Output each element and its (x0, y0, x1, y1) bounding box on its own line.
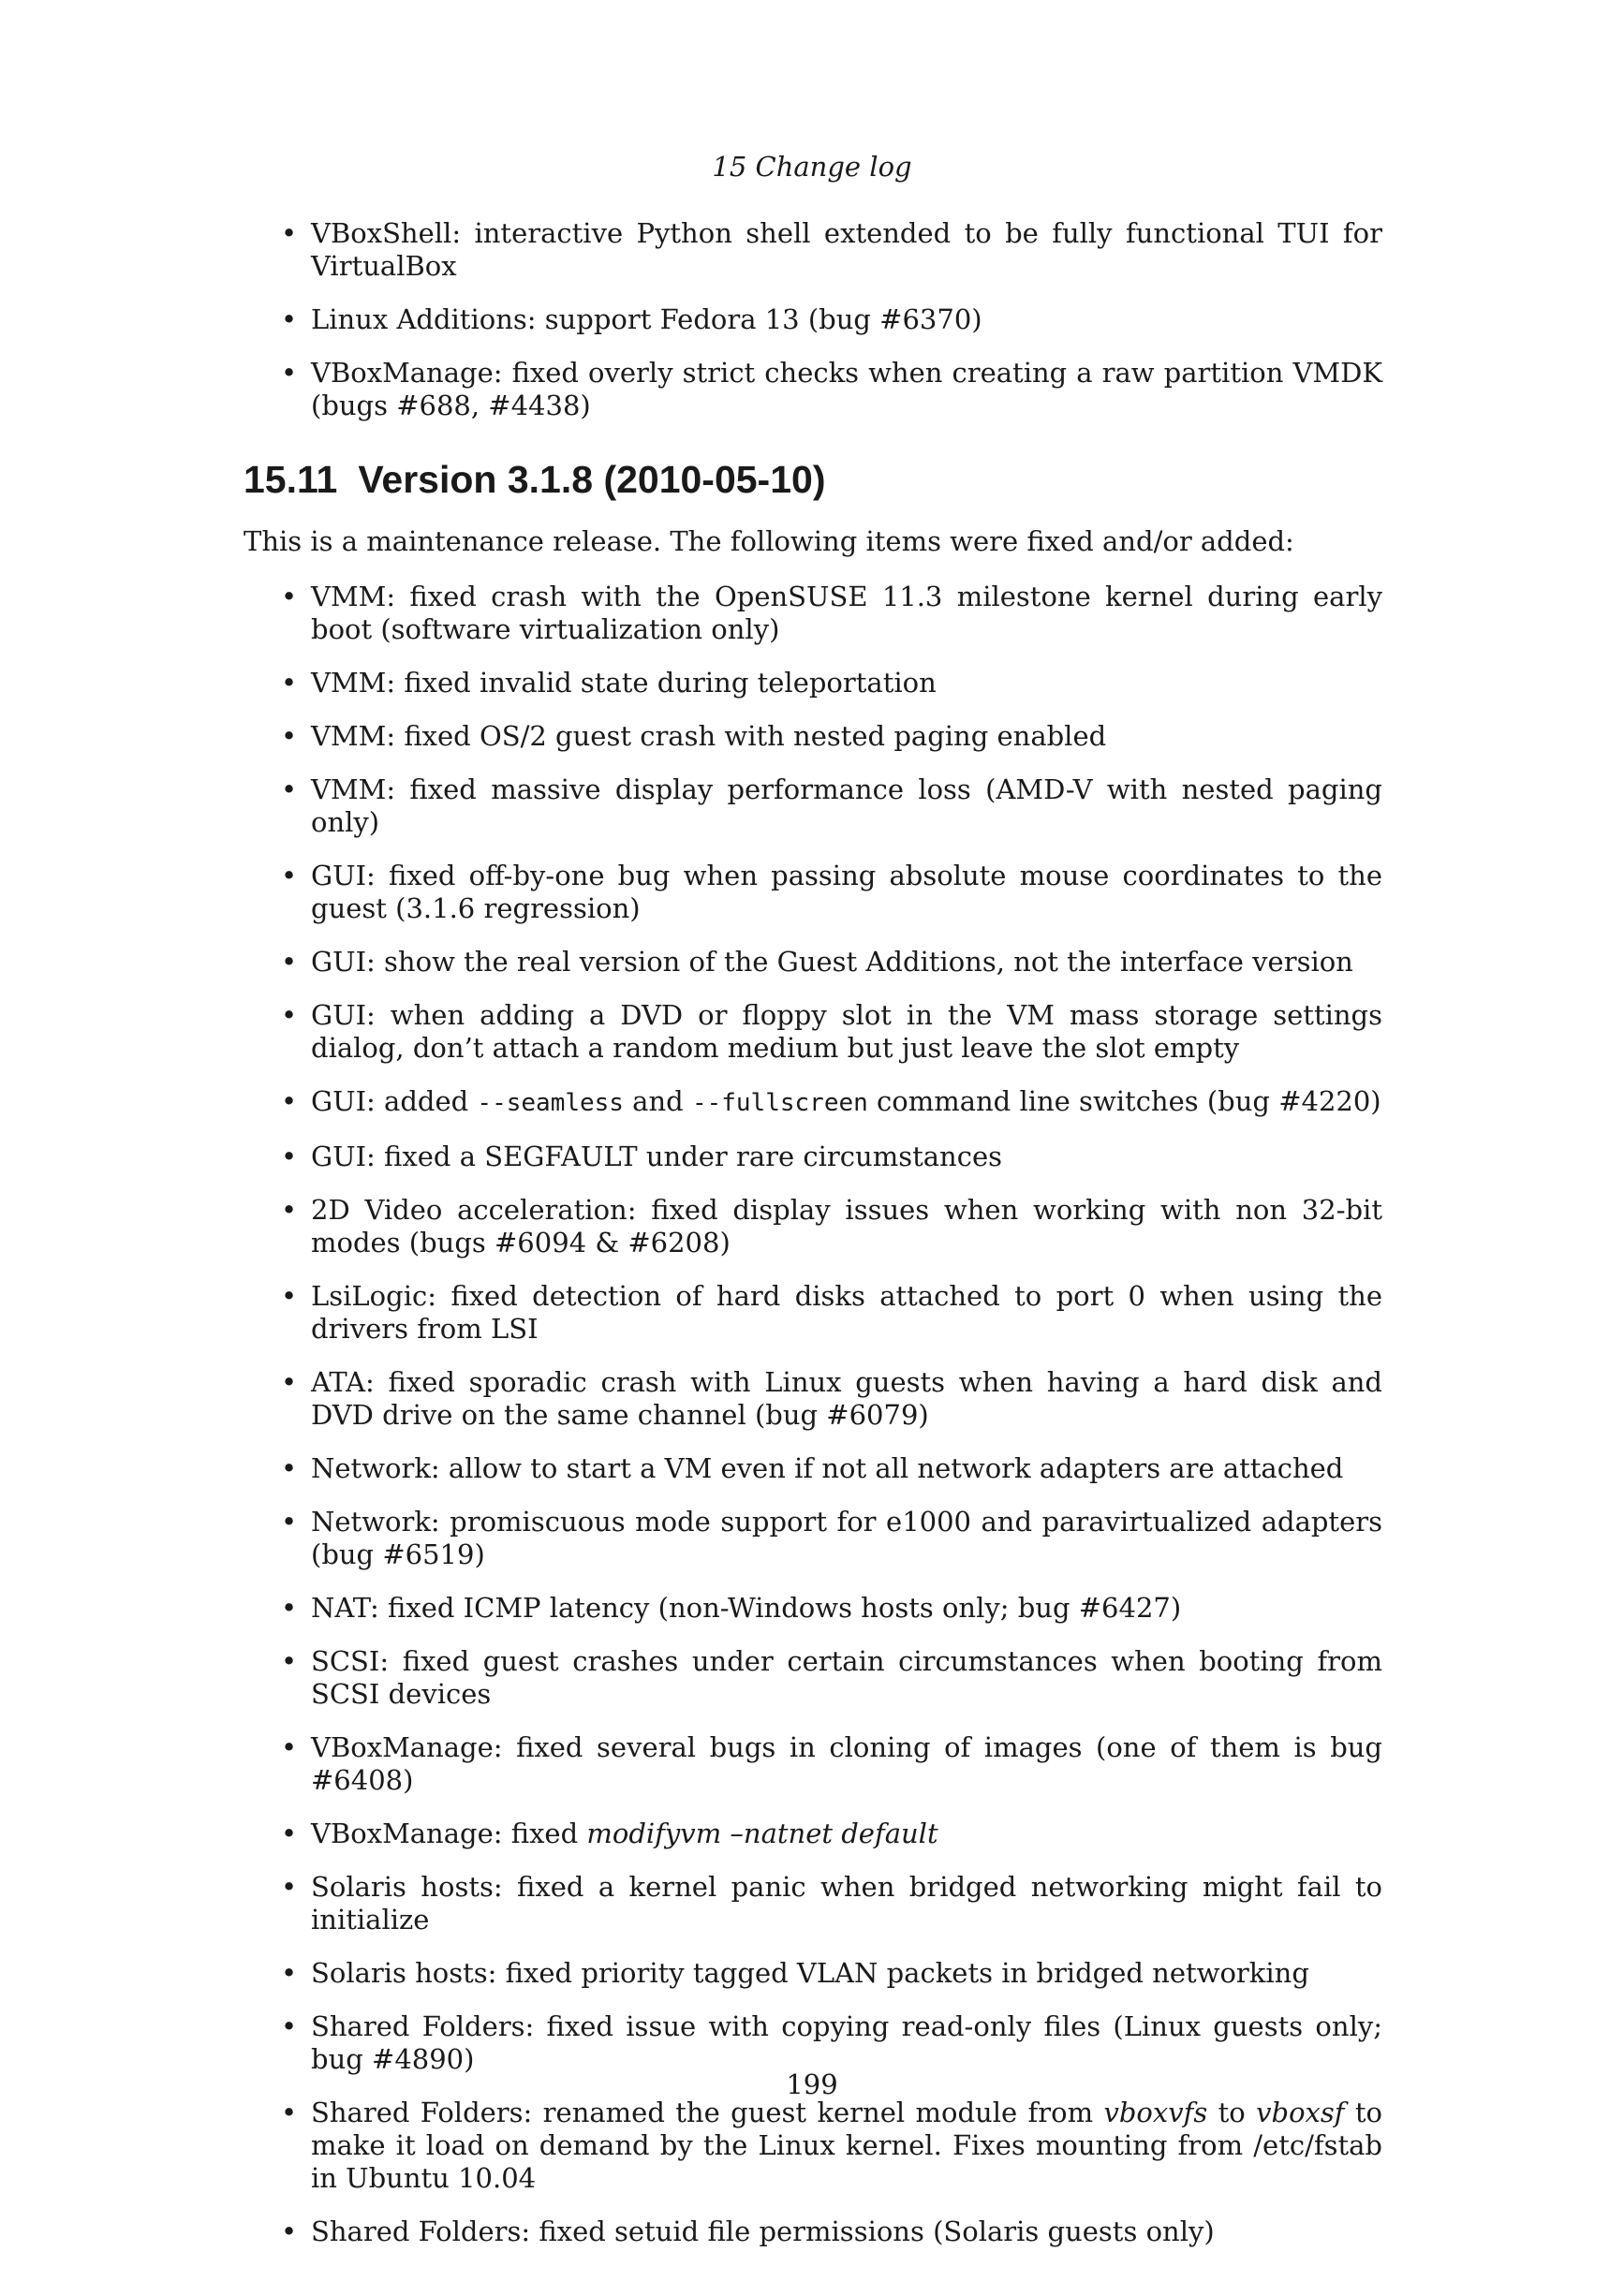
bullet-icon: • (281, 946, 298, 978)
natnet-command: modifyvm –natnet default (586, 1818, 938, 1849)
list-item: • VMM: fixed invalid state during teleportation (281, 667, 937, 699)
bullet-icon: • (281, 1871, 298, 1903)
list-item: • VMM: fixed massive display performance loss (AMD-V with nested paging only) (281, 773, 1382, 838)
list-item: • GUI: added --seamless and --fullscreen command line switches (bug #4220) (281, 1085, 1381, 1117)
bullet-icon: • (281, 2097, 298, 2128)
list-item: • LsiLogic: fixed detection of hard disks attached to port 0 when using the drivers from LSI (281, 1280, 1382, 1345)
list-item: • NAT: fixed ICMP latency (non-Windows hosts only; bug #6427) (281, 1592, 1182, 1624)
bullet-icon: • (281, 1194, 298, 1226)
bullet-icon: • (281, 999, 298, 1031)
bullet-icon: • (281, 581, 298, 612)
seamless-switch: --seamless (477, 1089, 624, 1117)
bullet-icon: • (281, 1452, 298, 1484)
list-item: • VMM: fixed crash with the OpenSUSE 11.3 milestone kernel during early boot (software virtualization only) (281, 581, 1382, 645)
bullet-icon: • (281, 773, 298, 805)
list-item: • VMM: fixed OS/2 guest crash with nested paging enabled (281, 720, 1107, 752)
bullet-icon: • (281, 1731, 298, 1763)
previous-section-list (244, 217, 1382, 422)
change-list (244, 581, 1382, 2248)
bullet-icon: • (281, 1366, 298, 1398)
bullet-icon: • (281, 720, 298, 752)
bullet-icon: • (281, 1085, 298, 1117)
bullet-icon: • (281, 1506, 298, 1538)
fullscreen-switch: --fullscreen (691, 1089, 868, 1117)
list-item: • GUI: fixed a SEGFAULT under rare circumstances (281, 1141, 1002, 1172)
section-heading (244, 456, 1382, 503)
page-number: 199 (786, 2068, 838, 2100)
bullet-icon: • (281, 1645, 298, 1677)
list-item: • VBoxShell: interactive Python shell extended to be fully functional TUI for VirtualBox (281, 217, 1382, 282)
list-item: • GUI: show the real version of the Guest Additions, not the interface version (281, 946, 1353, 978)
list-item: • GUI: fixed off-by-one bug when passing absolute mouse coordinates to the guest (3.1.6 regression) (281, 860, 1382, 924)
list-item: • Solaris hosts: fixed priority tagged VLAN packets in bridged networking (281, 1957, 1309, 1989)
page-content (244, 217, 1382, 2269)
bullet-icon: • (281, 2010, 298, 2042)
section-title: Version 3.1.8 (2010-05-10) (358, 458, 826, 501)
list-item: • Network: allow to start a VM even if not all network adapters are attached (281, 1452, 1344, 1484)
list-item: • Shared Folders: renamed the guest kernel module from vboxvfs to vboxsf to make it load on demand by the Linux kernel. Fixes mounting from /etc/fstab in Ubuntu 10.04 (281, 2097, 1383, 2194)
list-item: • VBoxManage: fixed overly strict checks when creating a raw partition VMDK (bugs #688, #4438) (281, 357, 1382, 421)
bullet-icon: • (281, 1592, 298, 1624)
list-item: • VBoxManage: fixed several bugs in cloning of images (one of them is bug #6408) (281, 1731, 1382, 1796)
list-item: • VBoxManage: fixed modifyvm –natnet default (281, 1818, 938, 1849)
bullet-icon: • (281, 1280, 298, 1312)
list-item: • Shared Folders: fixed issue with copying read-only files (Linux guests only; bug #4890) (281, 2010, 1382, 2075)
list-item: • GUI: when adding a DVD or floppy slot in the VM mass storage settings dialog, don’t attach a random medium but just leave the slot empty (281, 999, 1382, 1064)
bullet-icon: • (281, 2215, 298, 2247)
bullet-icon: • (281, 217, 298, 249)
section-number: 15.11 (244, 458, 338, 501)
list-item: • Linux Additions: support Fedora 13 (bug #6370) (281, 303, 982, 335)
bullet-icon: • (281, 303, 298, 335)
list-item: • Network: promiscuous mode support for e1000 and paravirtualized adapters (bug #6519) (281, 1506, 1382, 1570)
list-item: • SCSI: fixed guest crashes under certain circumstances when booting from SCSI devices (281, 1645, 1382, 1710)
bullet-icon: • (281, 1141, 298, 1172)
list-item: • 2D Video acceleration: fixed display issues when working with non 32-bit modes (bugs #6094 & #6208) (281, 1194, 1382, 1258)
running-header: 15 Change log (712, 151, 912, 183)
bullet-icon: • (281, 1818, 298, 1849)
bullet-icon: • (281, 357, 298, 389)
list-item: • ATA: fixed sporadic crash with Linux guests when having a hard disk and DVD drive on the same channel (bug #6079) (281, 1366, 1382, 1431)
list-item: • Solaris hosts: fixed a kernel panic when bridged networking might fail to initialize (281, 1871, 1382, 1935)
bullet-icon: • (281, 667, 298, 699)
new-module-name: vboxsf (1256, 2097, 1345, 2128)
old-module-name: vboxvfs (1103, 2097, 1208, 2128)
list-item: • Shared Folders: fixed setuid file permissions (Solaris guests only) (281, 2215, 1215, 2247)
section-intro: This is a maintenance release. The following items were fixed and/or added: (244, 525, 1294, 557)
bullet-icon: • (281, 860, 298, 891)
bullet-icon: • (281, 1957, 298, 1989)
